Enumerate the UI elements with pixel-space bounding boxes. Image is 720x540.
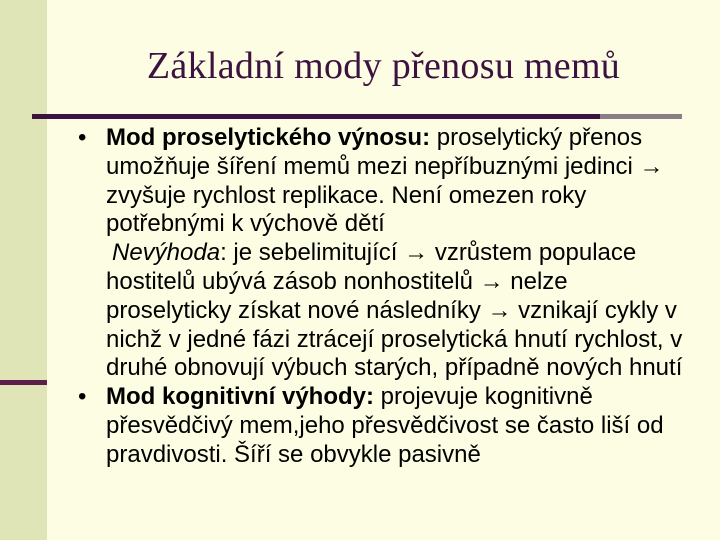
slide-title: Základní mody přenosu memů — [146, 45, 621, 87]
sidebar-divider — [0, 380, 47, 385]
note-text: : je sebelimitující → vzrůstem populace hostitelů ubývá zásob nonhostitelů → nelze proselyticky získat nové následníky → vznikají cykly v nichž v jedné fázi ztrácejí proselytická hnutí rychlost, v druhé obnovují výbuch starých, případně nových hnutí — [106, 239, 683, 382]
bullet-item — [78, 383, 688, 469]
slide-body — [78, 124, 688, 470]
sidebar-band — [0, 0, 47, 540]
bullet-term: Mod kognitivní výhody: — [106, 383, 374, 411]
bullet-text: proselytický přenos umožňuje šíření memů mezi nepříbuznými jedinci → zvyšuje rychlost replikace. Není omezen roky potřebnými k výchově dětí — [106, 124, 664, 238]
bullet-item — [78, 124, 688, 239]
title-underline — [32, 114, 682, 119]
note-term: Nevýhoda — [112, 239, 221, 267]
bullet-text: projevuje kognitivně přesvědčivý mem,jeho přesvědčivost se často liší od pravdivosti. Šíří se obvykle pasivně — [106, 383, 664, 468]
note-paragraph — [78, 239, 688, 383]
bullet-icon: • — [78, 383, 87, 411]
bullet-term: Mod proselytického výnosu: — [106, 124, 431, 151]
bullet-icon: • — [78, 124, 87, 151]
title-underline-accent — [600, 114, 682, 119]
